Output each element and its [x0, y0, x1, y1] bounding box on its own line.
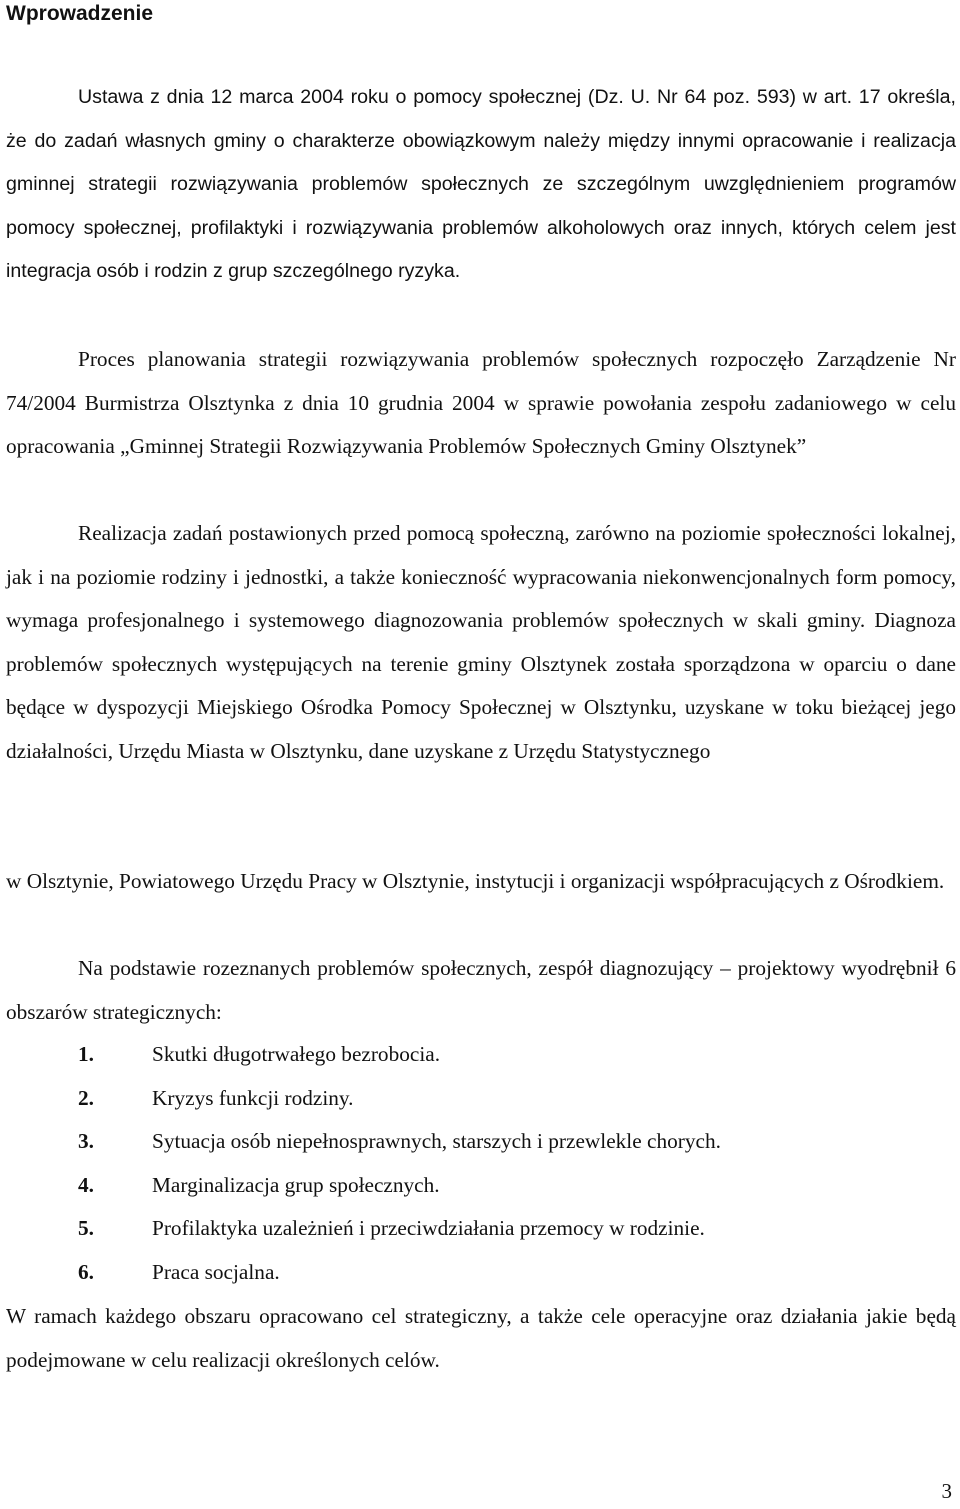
paragraph-legal-basis: Ustawa z dnia 12 marca 2004 roku o pomocy społecznej (Dz. U. Nr 64 poz. 593) w art. 17 określa, że do zadań własnych gminy o charakterze obowiązkowym należy między innymi opracowanie i realizacja gminnej strategii rozwiązywania problemów społecznych ze szczególnym uwzględnieniem programów pomocy społecznej, profilaktyki i rozwiązywania problemów alkoholowych oraz innych, których celem jest integracja osób i rodzin z grup szczególnego ryzyka. — [6, 86, 956, 283]
strategic-areas-list — [6, 1033, 956, 1295]
list-item — [6, 1077, 956, 1121]
paragraph-conclusion: W ramach każdego obszaru opracowano cel strategiczny, a także cele operacyjne oraz działania jakie będą podejmowane w celu realizacji określonych celów. — [6, 1304, 956, 1372]
list-item-number: 4. — [78, 1172, 94, 1197]
list-item-number: 6. — [78, 1259, 94, 1284]
paragraph-planning-process: Proces planowania strategii rozwiązywania problemów społecznych rozpoczęło Zarządzenie Nr 74/2004 Burmistrza Olsztynka z dnia 10 grudnia 2004 w sprawie powołania zespołu zadaniowego w celu opracowania „Gminnej Strategii Rozwiązywania Problemów Społecznych Gminy Olsztynek” — [6, 347, 956, 459]
list-item-number: 1. — [78, 1042, 94, 1066]
list-item-number: 3. — [78, 1129, 94, 1154]
list-item — [6, 1033, 956, 1077]
section-heading: Wprowadzenie — [6, 2, 154, 25]
paragraph-strategic-areas-intro: Na podstawie rozeznanych problemów społecznych, zespół diagnozujący – projektowy wyodrębnił 6 obszarów strategicznych: — [6, 956, 956, 1024]
paragraph-diagnosis-continued: w Olsztynie, Powiatowego Urzędu Pracy w Olsztynie, instytucji i organizacji współpracujących z Ośrodkiem. — [6, 869, 945, 893]
list-item-text: Profilaktyka uzależnień i przeciwdziałania przemocy w rodzinie. — [152, 1216, 705, 1241]
list-item-number: 5. — [78, 1216, 94, 1241]
paragraph-diagnosis: Realizacja zadań postawionych przed pomocą społeczną, zarówno na poziomie społeczności lokalnej, jak i na poziomie rodziny i jednostki, a także konieczność wypracowania niekonwencjonalnych form pomocy, wymaga profesjonalnego i systemowego diagnozowania problemów społecznych w skali gminy. Diagnoza problemów społecznych występujących na terenie gminy Olsztynek została sporządzona w oparciu o dane będące w dyspozycji Miejskiego Ośrodka Pomocy Społecznej w Olsztynku, uzyskane w toku bieżącej jego działalności, Urzędu Miasta w Olsztynku, dane uzyskane z Urzędu Statystycznego — [6, 521, 956, 763]
list-item-text: Praca socjalna. — [152, 1259, 280, 1284]
list-item-text: Skutki długotrwałego bezrobocia. — [152, 1042, 441, 1066]
list-item-text: Sytuacja osób niepełnosprawnych, starszych i przewlekle chorych. — [152, 1129, 721, 1154]
list-item — [6, 1207, 956, 1251]
list-item — [6, 1120, 956, 1164]
list-item — [6, 1251, 956, 1295]
list-item-text: Kryzys funkcji rodziny. — [152, 1085, 354, 1110]
list-item-text: Marginalizacja grup społecznych. — [152, 1172, 440, 1197]
list-item-number: 2. — [78, 1085, 94, 1110]
page-number: 3 — [941, 1479, 952, 1503]
list-item — [6, 1164, 956, 1208]
